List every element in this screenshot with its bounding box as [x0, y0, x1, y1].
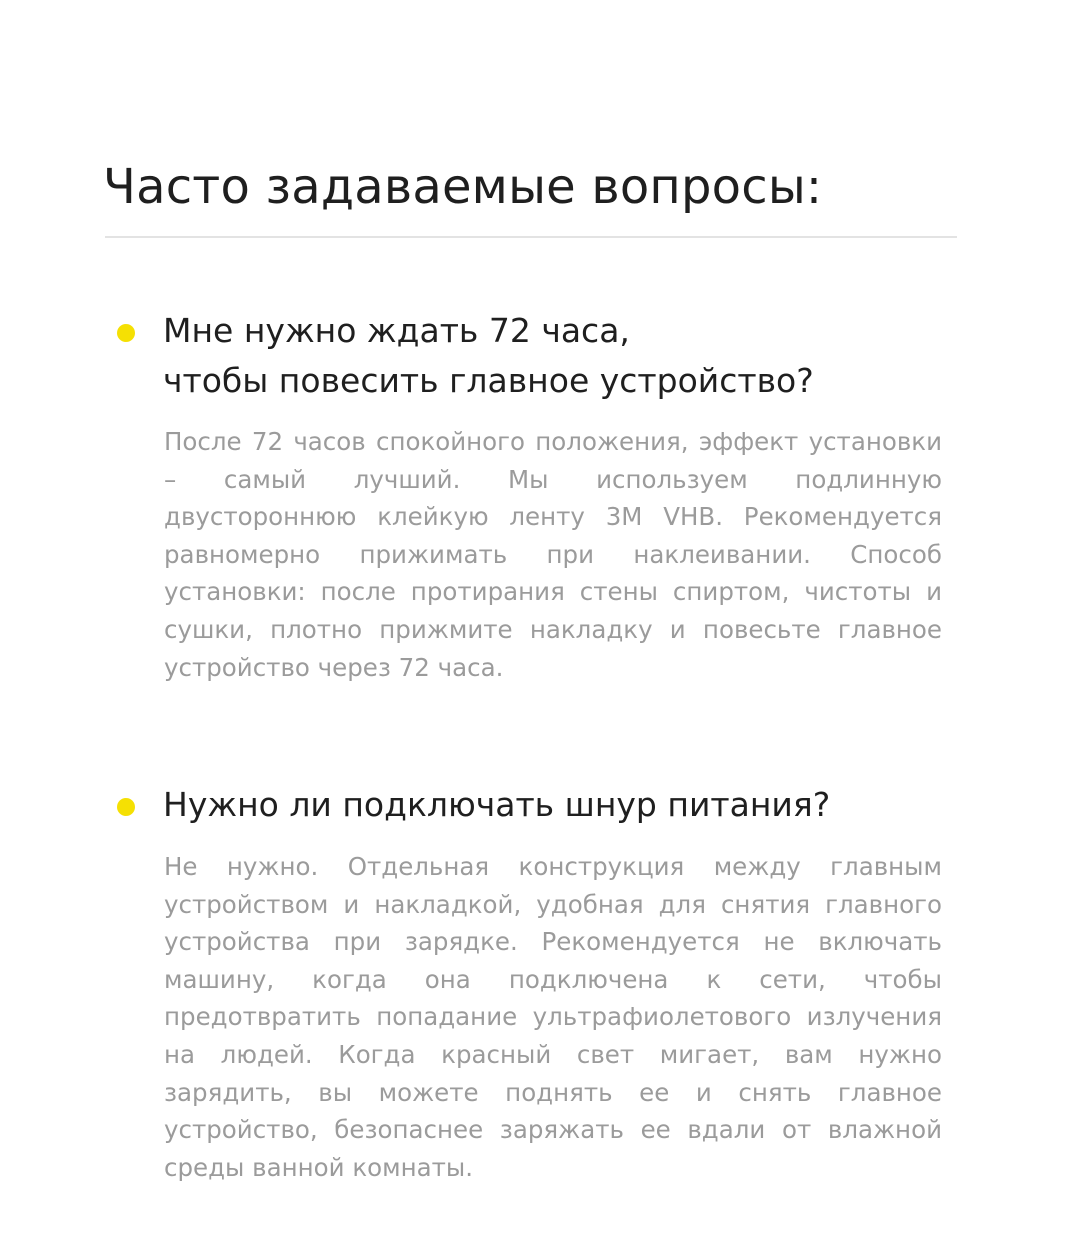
bullet-dot-icon	[117, 324, 135, 342]
title-divider	[105, 236, 957, 238]
bullet-dot-icon	[117, 798, 135, 816]
faq-question: Мне нужно ждать 72 часа, чтобы повесить главное устройство?	[163, 311, 814, 400]
page-title: Часто задаваемые вопросы:	[103, 159, 823, 215]
faq-answer: Не нужно. Отдельная конструкция между главным устройством и накладкой, удобная для снятия главного устройства при зарядке. Рекомендуется не включать машину, когда она подключена к сети, чтобы предотвратить попадание ультрафиолетового излучения на людей. Когда красный свет мигает, вам нужно зарядить, вы можете поднять ее и снять главное устройство, безопаснее заряжать ее вдали от влажной среды ванной комнаты.	[164, 852, 942, 1182]
faq-question: Нужно ли подключать шнур питания?	[163, 785, 831, 824]
faq-answer: После 72 часов спокойного положения, эффект установки – самый лучший. Мы используем подлинную двустороннюю клейкую ленту 3M VHB. Рекомендуется равномерно прижимать при наклеивании. Способ установки: после протирания стены спиртом, чистоты и сушки, плотно прижмите накладку и повесьте главное устройство через 72 часа.	[164, 427, 942, 682]
